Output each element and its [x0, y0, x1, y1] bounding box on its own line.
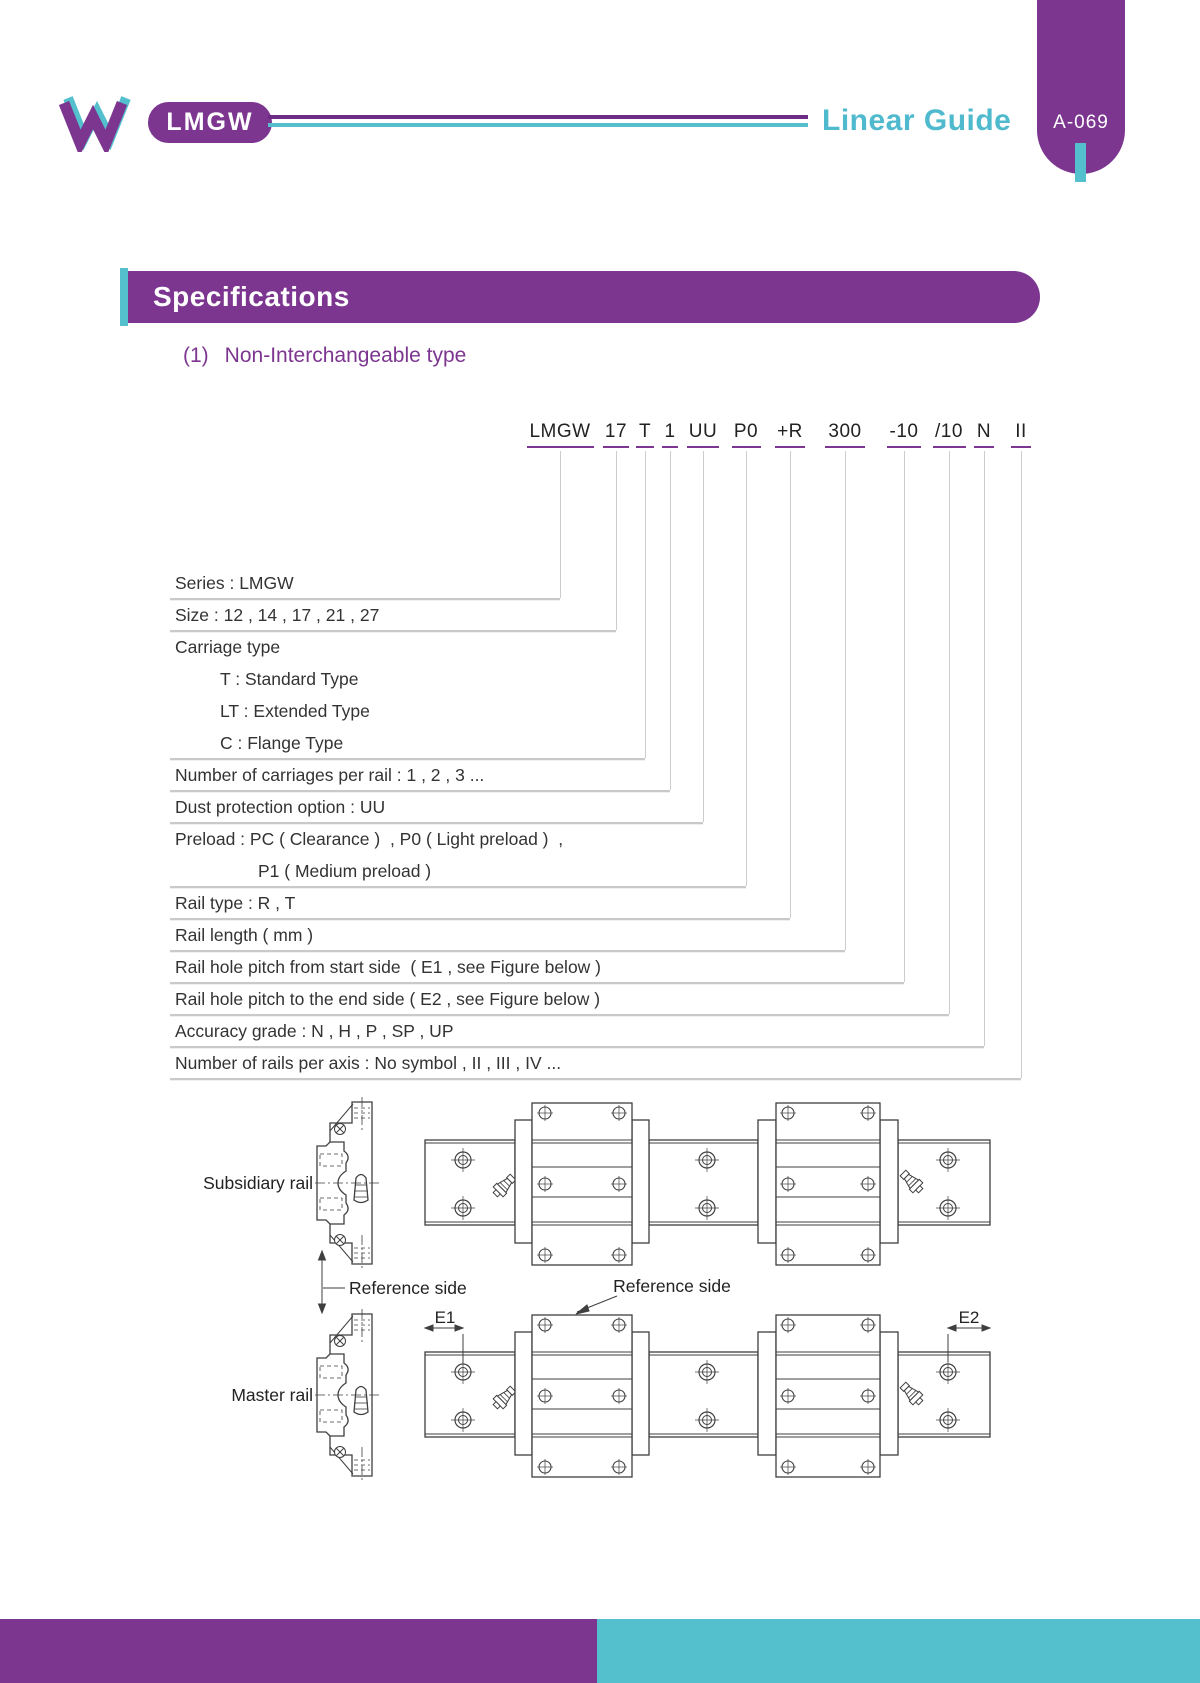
code-connector-line: [616, 451, 617, 630]
legend-rule: [170, 758, 645, 760]
subsidiary-rail-label: Subsidiary rail: [203, 1173, 313, 1193]
legend-row: T : Standard Type: [220, 669, 359, 689]
footer-bar-purple: [0, 1619, 597, 1683]
header-rule-teal: [268, 123, 808, 127]
code-connector-line: [949, 451, 950, 1014]
model-code-segment: UU: [687, 421, 719, 448]
code-connector-line: [746, 451, 747, 886]
legend-row: Series : LMGW: [175, 573, 294, 593]
legend-row: LT : Extended Type: [220, 701, 370, 721]
model-code-segment: /10: [933, 421, 966, 448]
page-tab-accent: [1075, 143, 1086, 182]
model-code-segment: 300: [825, 421, 865, 448]
brand-logo-icon: [56, 94, 136, 152]
code-connector-line: [984, 451, 985, 1046]
model-code-segment: LMGW: [527, 421, 594, 448]
legend-rule: [170, 822, 703, 824]
legend-row: Size : 12 , 14 , 17 , 21 , 27: [175, 605, 380, 625]
series-badge: LMGW: [148, 102, 272, 143]
subsection-title: Non-Interchangeable type: [224, 344, 467, 367]
code-connector-line: [845, 451, 846, 950]
legend-row: Carriage type: [175, 637, 281, 657]
master-rail-label: Master rail: [231, 1385, 313, 1405]
legend-row: C : Flange Type: [220, 733, 344, 753]
page-title: Linear Guide: [822, 104, 1012, 137]
model-code-segment: N: [974, 421, 994, 448]
code-connector-line: [560, 451, 561, 598]
model-code-segment: 1: [662, 421, 678, 448]
legend-row: Number of rails per axis : No symbol , II , III , IV ...: [175, 1053, 562, 1073]
footer-bar-teal: [597, 1619, 1200, 1683]
dim-e1-label: E1: [434, 1308, 456, 1327]
legend-rule: [170, 1078, 1021, 1080]
section-banner: Specifications: [128, 271, 1040, 323]
legend-row: Rail hole pitch from start side ( E1 , see Figure below ): [175, 957, 602, 977]
dim-e2-label: E2: [958, 1308, 980, 1327]
reference-side-right-leader: [576, 1296, 617, 1314]
subsection-heading: [183, 344, 466, 368]
reference-side-left-label: Reference side: [349, 1278, 467, 1298]
model-code-segment: P0: [732, 421, 761, 448]
legend-rule: [170, 950, 845, 952]
legend-rule: [170, 1046, 984, 1048]
code-connector-line: [790, 451, 791, 918]
code-connector-line: [645, 451, 646, 758]
subsection-index: (1): [183, 344, 209, 367]
code-connector-line: [703, 451, 704, 822]
legend-rule: [170, 630, 616, 632]
rail-figure: [140, 1085, 1020, 1495]
code-connector-line: [904, 451, 905, 982]
model-code-segment: T: [636, 421, 654, 448]
reference-side-left-leader: [319, 1251, 346, 1313]
legend-rule: [170, 886, 746, 888]
legend-rule: [170, 598, 560, 600]
code-connector-line: [670, 451, 671, 790]
reference-side-right-label: Reference side: [613, 1276, 731, 1296]
legend-row: Rail length ( mm ): [175, 925, 314, 945]
legend-row: P1 ( Medium preload ): [258, 861, 432, 881]
legend-rule: [170, 918, 790, 920]
legend-rule: [170, 982, 904, 984]
legend-row: Rail hole pitch to the end side ( E2 , see Figure below ): [175, 989, 601, 1009]
page-number-tab: A-069: [1037, 0, 1125, 174]
model-code-segment: +R: [775, 421, 805, 448]
legend-row: Rail type : R , T: [175, 893, 296, 913]
banner-accent-bar: [120, 268, 128, 326]
model-code-segment: -10: [887, 421, 921, 448]
legend-row: Accuracy grade : N , H , P , SP , UP: [175, 1021, 454, 1041]
code-connector-line: [1021, 451, 1022, 1078]
model-code-segment: II: [1011, 421, 1031, 448]
model-code-segment: 17: [603, 421, 629, 448]
legend-row: Preload : PC ( Clearance ) , P0 ( Light preload ) ,: [175, 829, 564, 849]
header-rule-purple: [268, 115, 808, 119]
legend-rule: [170, 790, 670, 792]
legend-row: Number of carriages per rail : 1 , 2 , 3 ...: [175, 765, 485, 785]
legend-row: Dust protection option : UU: [175, 797, 386, 817]
legend-rule: [170, 1014, 949, 1016]
